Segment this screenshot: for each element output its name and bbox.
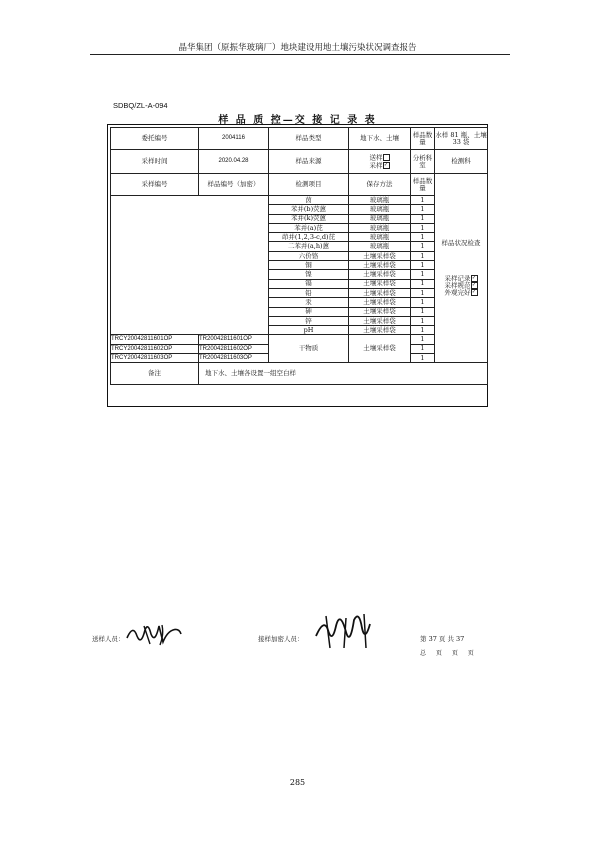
item-qty: 1 — [411, 242, 435, 251]
sender-label: 送样人员： — [92, 635, 125, 643]
remark-text: 地下水、土壤各设置一组空白样 — [199, 363, 488, 385]
item-name: 茵 — [269, 196, 349, 205]
check-spec-box: ✓ — [471, 281, 477, 288]
sampling-no: TRCY20042811601OP — [111, 335, 199, 344]
send-label: 送样 — [369, 153, 383, 162]
item-name: 二苯并(a,h)蒽 — [269, 242, 349, 251]
sample-source-options — [349, 150, 411, 174]
collect-label: 采样 — [369, 161, 383, 169]
item-name: 苯并(a)芘 — [269, 223, 349, 232]
item-qty: 1 — [411, 279, 435, 288]
item-name: 铜 — [269, 261, 349, 270]
sample-no: TR20042811601OP — [199, 335, 269, 344]
item-storage: 土壤采样袋 — [349, 251, 411, 260]
page-number: 285 — [289, 778, 306, 787]
lab-label: 分析科室 — [411, 150, 435, 174]
row-commission — [111, 128, 488, 150]
sample-source-label: 样品来源 — [269, 150, 349, 174]
item-qty: 1 — [411, 270, 435, 279]
item-qty: 1 — [411, 326, 435, 335]
sampling-time: 2020.04.28 — [199, 150, 269, 174]
check-record-label: 采样记录 — [444, 274, 471, 283]
check-title: 样品状况检查 — [441, 238, 481, 247]
sample-no: TR20042811602OP — [199, 344, 269, 353]
dry-matter-item: 干物质 — [269, 335, 349, 363]
receiver-signature — [312, 612, 382, 652]
sample-no-header: 样品编号（加密） — [199, 174, 269, 196]
item-name: 锌 — [269, 316, 349, 325]
doc-id: SDBQ/ZL-A-094 — [113, 101, 168, 110]
sampling-no: TRCY20042811602OP — [111, 344, 199, 353]
remark-label: 备注 — [111, 363, 199, 385]
collect-option — [349, 162, 410, 169]
commission-no-label: 委托编号 — [111, 128, 199, 150]
item-name: 苯并(b)荧蒽 — [269, 205, 349, 214]
item-qty: 1 — [411, 214, 435, 223]
item-name: pH — [269, 326, 349, 335]
receiver-label: 接样加密人员： — [258, 635, 304, 643]
item-qty: 1 — [411, 261, 435, 270]
dry-matter-storage: 土壤采样袋 — [349, 335, 411, 363]
item-storage: 玻璃瓶 — [349, 214, 411, 223]
item-storage: 玻璃瓶 — [349, 196, 411, 205]
check-appearance-box: ✓ — [471, 289, 477, 296]
commission-no: 2004116 — [199, 128, 269, 150]
item-qty: 1 — [411, 316, 435, 325]
item-storage: 玻璃瓶 — [349, 223, 411, 232]
handover-table — [110, 127, 488, 385]
item-name: 镍 — [269, 270, 349, 279]
item-storage: 玻璃瓶 — [349, 205, 411, 214]
sample-type-label: 样品类型 — [269, 128, 349, 150]
item-storage: 玻璃瓶 — [349, 242, 411, 251]
row-headers — [111, 174, 488, 196]
page-count-sub: 总 页 页 页 — [420, 650, 478, 657]
item-qty: 1 — [411, 205, 435, 214]
item-qty: 1 — [411, 196, 435, 205]
item-row — [111, 196, 488, 205]
item-storage: 土壤采样袋 — [349, 298, 411, 307]
sample-qty: 水样 81 瓶、土壤 33 袋 — [435, 128, 488, 150]
page-count: 第 37 页 共 37 — [420, 635, 465, 643]
item-qty: 1 — [411, 233, 435, 242]
item-storage: 土壤采样袋 — [349, 316, 411, 325]
sample-no: TR20042811603OP — [199, 354, 269, 363]
item-storage: 土壤采样袋 — [349, 307, 411, 316]
form-title: 样 品 质 控—交 接 记 录 表 — [218, 115, 377, 126]
check-appearance-label: 外观完好 — [444, 288, 471, 297]
item-name: 砷 — [269, 307, 349, 316]
sender-signature — [124, 620, 184, 650]
sampling-no: TRCY20042811603OP — [111, 354, 199, 363]
qty-header: 样品数量 — [411, 174, 435, 196]
item-storage: 玻璃瓶 — [349, 233, 411, 242]
remark-row — [111, 363, 488, 385]
item-name: 汞 — [269, 298, 349, 307]
item-name: 苯并(k)荧蒽 — [269, 214, 349, 223]
sample-qty-cell: 1 — [411, 335, 435, 344]
check-record-box: ✓ — [471, 274, 477, 281]
blank-sample-cell — [111, 196, 269, 335]
header-divider — [90, 54, 510, 55]
item-name: 铅 — [269, 288, 349, 297]
send-checkbox — [383, 154, 390, 161]
item-storage: 土壤采样袋 — [349, 261, 411, 270]
sample-qty-label: 样品数量 — [411, 128, 435, 150]
sampling-no-header: 采样编号 — [111, 174, 199, 196]
row-sampling-time — [111, 150, 488, 174]
sample-row — [111, 335, 488, 344]
item-storage: 土壤采样袋 — [349, 279, 411, 288]
item-qty: 1 — [411, 223, 435, 232]
item-name: 镉 — [269, 279, 349, 288]
item-qty: 1 — [411, 298, 435, 307]
storage-header: 保存方法 — [349, 174, 411, 196]
collect-checkbox: ✓ — [383, 161, 389, 168]
check-cell — [435, 174, 488, 363]
item-storage: 土壤采样袋 — [349, 270, 411, 279]
sample-qty-cell: 1 — [411, 354, 435, 363]
item-name: 六价铬 — [269, 251, 349, 260]
report-header: 晶华集团（原振华玻璃厂）地块建设用地土壤污染状况调查报告 — [178, 43, 417, 53]
check-spec-label: 采样规范 — [444, 281, 471, 290]
sampling-time-label: 采样时间 — [111, 150, 199, 174]
item-header: 检测项目 — [269, 174, 349, 196]
item-qty: 1 — [411, 288, 435, 297]
item-storage: 土壤采样袋 — [349, 326, 411, 335]
item-storage: 土壤采样袋 — [349, 288, 411, 297]
item-qty: 1 — [411, 251, 435, 260]
sample-qty-cell: 1 — [411, 344, 435, 353]
item-qty: 1 — [411, 307, 435, 316]
lab: 检测科 — [435, 150, 488, 174]
item-name: 茚并(1,2,3-c,d)芘 — [269, 233, 349, 242]
sample-type: 地下水、土壤 — [349, 128, 411, 150]
check-appearance — [435, 289, 487, 296]
